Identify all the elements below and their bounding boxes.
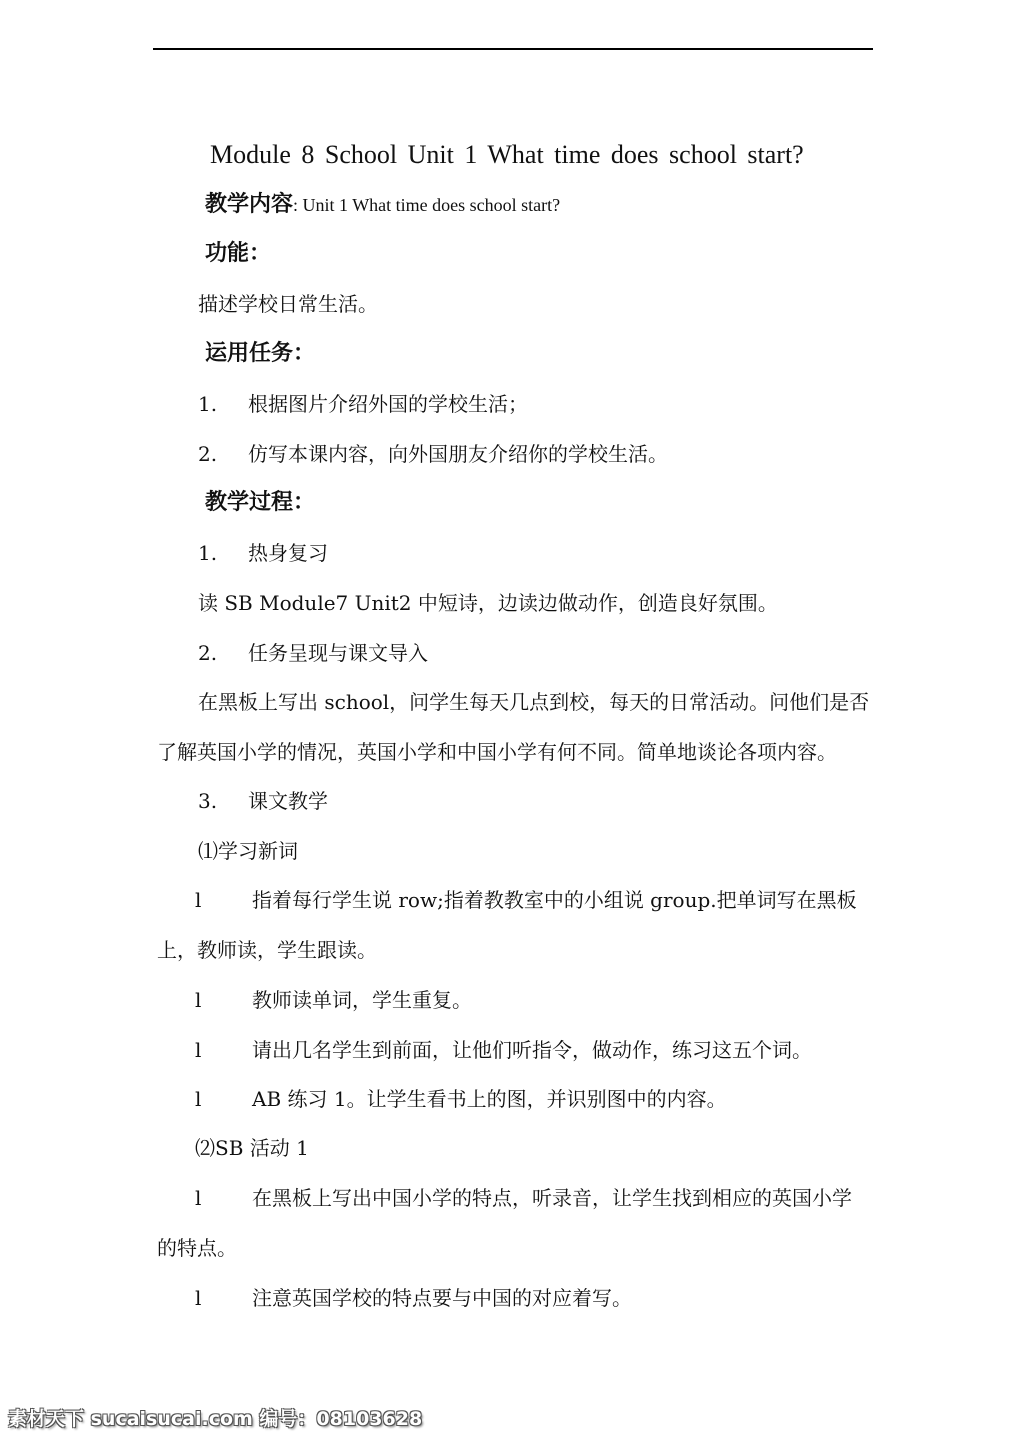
content-line <box>205 190 560 219</box>
task-text: 仿写本课内容，向外国朋友介绍你的学校生活。 <box>248 442 668 466</box>
bullet-mark: l <box>195 1286 202 1310</box>
subsection-heading: ⑵SB 活动 1 <box>195 1136 309 1160</box>
step-item <box>198 787 328 815</box>
task-number: 2. <box>198 442 218 466</box>
step-text: 课文教学 <box>248 789 328 813</box>
step-item <box>198 639 428 667</box>
bullet-item <box>195 986 472 1014</box>
content-value: : Unit 1 What time does school start? <box>293 195 561 215</box>
content-label: 教学内容 <box>205 192 294 217</box>
step-number: 3. <box>198 789 218 813</box>
bullet-item <box>195 1085 727 1113</box>
bullet-text: 请出几名学生到前面，让他们听指令，做动作，练习这五个词。 <box>252 1038 812 1062</box>
step-item <box>198 539 328 567</box>
bullet-mark: l <box>195 888 202 912</box>
task-item <box>198 390 528 418</box>
step-text: 热身复习 <box>248 541 328 565</box>
bullet-item <box>195 1184 852 1212</box>
task-item <box>198 440 668 468</box>
bullet-text: 教师读单词，学生重复。 <box>252 988 472 1012</box>
bullet-continuation: 上，教师读，学生跟读。 <box>157 938 377 962</box>
bullet-text: 注意英国学校的特点要与中国的对应着写。 <box>252 1286 632 1310</box>
bullet-text: 指着每行学生说 row;指着教教室中的小组说 group.把单词写在黑板 <box>252 888 857 912</box>
step-number: 1. <box>198 541 218 565</box>
process-heading: 教学过程： <box>205 490 316 515</box>
bullet-mark: l <box>195 1186 202 1210</box>
page-title: Module 8 School Unit 1 What time does school start? <box>210 140 804 169</box>
task-number: 1. <box>198 392 218 416</box>
step-number: 2. <box>198 641 218 665</box>
step-text: 任务呈现与课文导入 <box>248 641 428 665</box>
bullet-continuation: 的特点。 <box>157 1236 237 1260</box>
watermark: 素材天下 sucaisucai.com 编号：08103628 <box>8 1408 423 1430</box>
step-detail: 在黑板上写出 school，问学生每天几点到校，每天的日常活动。问他们是否 <box>198 690 870 714</box>
tasks-heading: 运用任务： <box>205 341 316 366</box>
bullet-item <box>195 1284 632 1312</box>
function-text: 描述学校日常生活。 <box>198 292 378 316</box>
task-text: 根据图片介绍外国的学校生活； <box>248 392 528 416</box>
bullet-item <box>195 886 857 914</box>
bullet-mark: l <box>195 988 202 1012</box>
subsection-heading: ⑴学习新词 <box>198 839 298 863</box>
step-detail: 了解英国小学的情况，英国小学和中国小学有何不同。简单地谈论各项内容。 <box>157 740 837 764</box>
step-detail: 读 SB Module7 Unit2 中短诗，边读边做动作，创造良好氛围。 <box>198 591 778 615</box>
bullet-item <box>195 1036 812 1064</box>
top-rule <box>153 48 873 50</box>
bullet-text: AB 练习 1。让学生看书上的图，并识别图中的内容。 <box>252 1087 727 1111</box>
bullet-text: 在黑板上写出中国小学的特点，听录音，让学生找到相应的英国小学 <box>252 1186 852 1210</box>
bullet-mark: l <box>195 1038 202 1062</box>
function-heading: 功能： <box>205 241 272 266</box>
bullet-mark: l <box>195 1087 202 1111</box>
